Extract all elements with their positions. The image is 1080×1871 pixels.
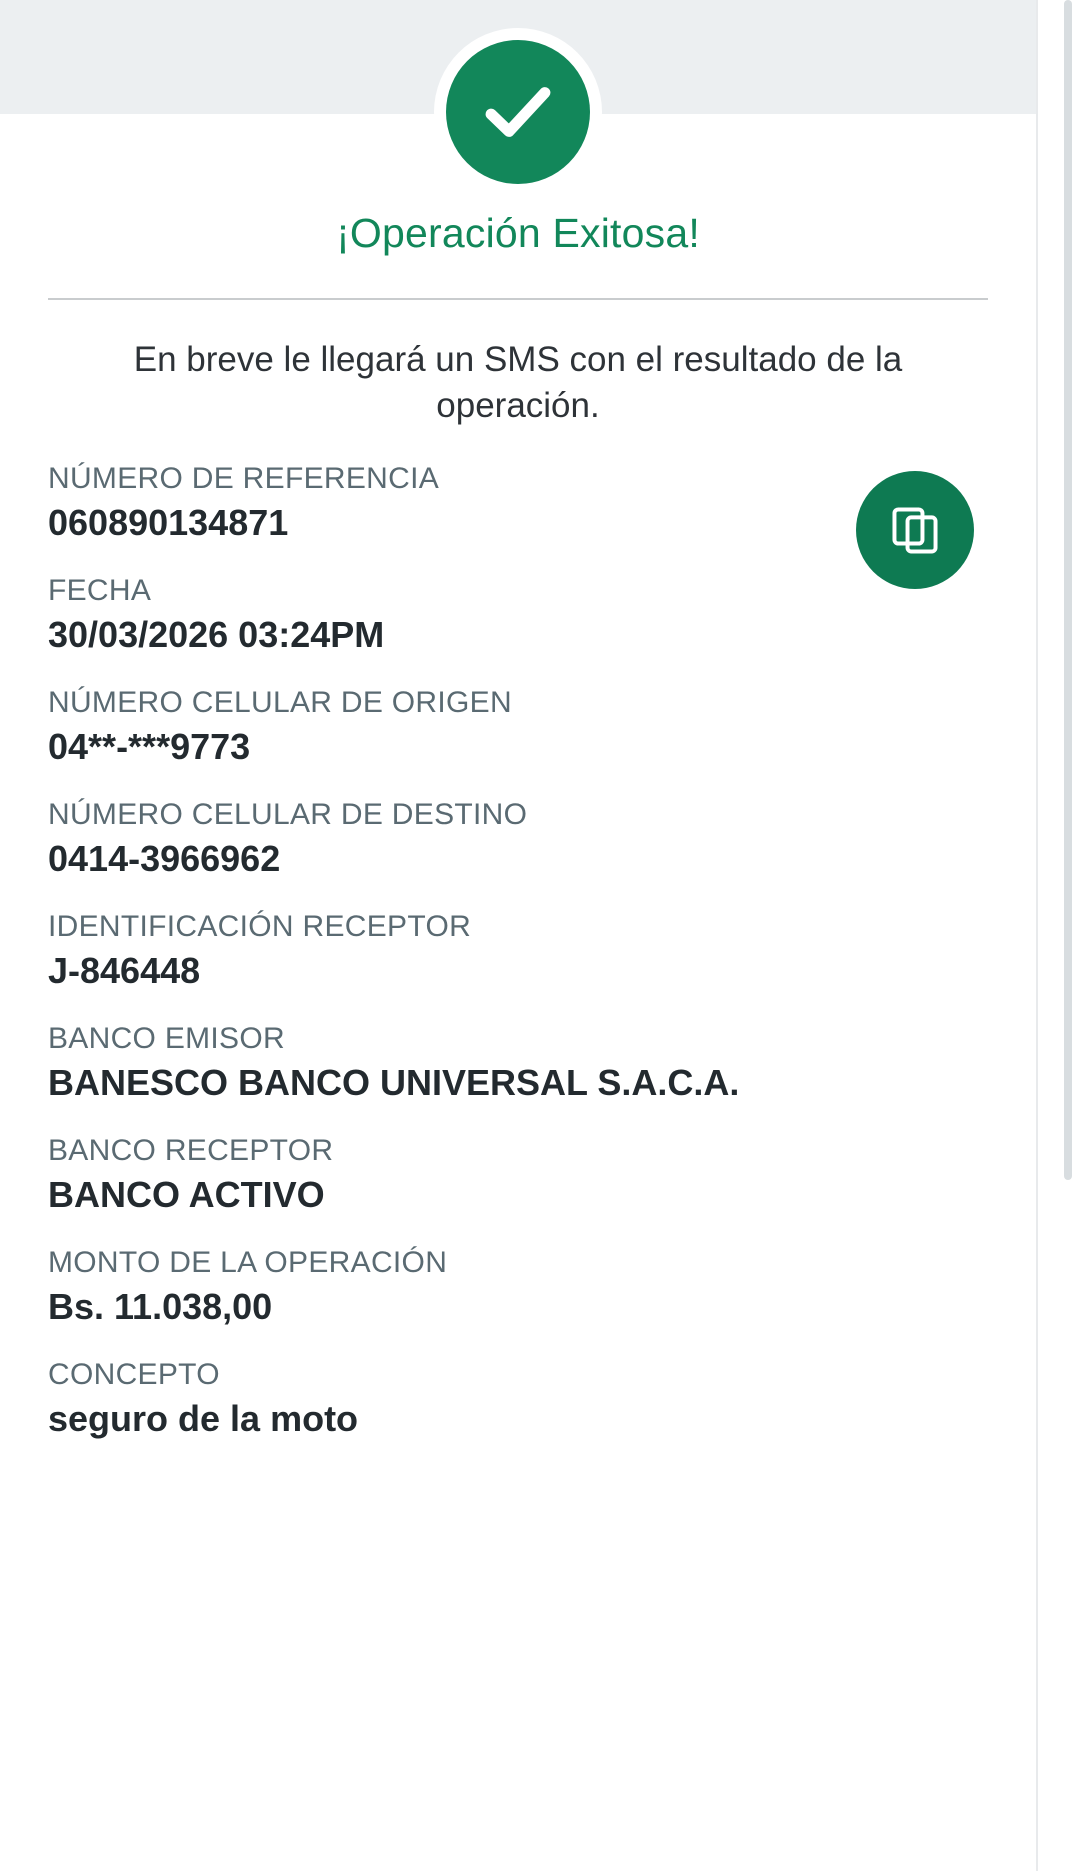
field-numero-de-referencia <box>48 460 988 546</box>
field-monto-de-la-operacion <box>48 1244 988 1330</box>
check-circle-icon <box>446 40 590 184</box>
field-label: NÚMERO CELULAR DE DESTINO <box>48 798 528 831</box>
field-numero-celular-de-destino <box>48 796 988 882</box>
field-value: 04**-***9773 <box>48 726 251 767</box>
receipt-fields <box>48 460 988 1468</box>
success-badge-container <box>0 28 1036 196</box>
field-label: CONCEPTO <box>48 1358 220 1391</box>
field-banco-emisor <box>48 1020 988 1106</box>
field-value: 060890134871 <box>48 502 289 543</box>
page-title: ¡Operación Exitosa! <box>336 210 700 256</box>
scrollbar-track[interactable] <box>1036 0 1080 1871</box>
field-value: Bs. 11.038,00 <box>48 1286 273 1327</box>
field-value: 30/03/2026 03:24PM <box>48 614 385 655</box>
field-value: seguro de la moto <box>48 1398 359 1439</box>
field-fecha <box>48 572 988 658</box>
field-label: IDENTIFICACIÓN RECEPTOR <box>48 910 472 943</box>
field-label: BANCO EMISOR <box>48 1022 285 1055</box>
field-value: BANESCO BANCO UNIVERSAL S.A.C.A. <box>48 1062 740 1103</box>
field-value: 0414-3966962 <box>48 838 281 879</box>
field-label: FECHA <box>48 574 152 607</box>
success-badge-ring <box>434 28 602 196</box>
field-value: J-846448 <box>48 950 201 991</box>
field-value: BANCO ACTIVO <box>48 1174 325 1215</box>
subtitle-text: En breve le llegará un SMS con el resultado de la operación. <box>133 340 903 425</box>
field-numero-celular-de-origen <box>48 684 988 770</box>
field-concepto <box>48 1356 988 1442</box>
field-label: MONTO DE LA OPERACIÓN <box>48 1246 448 1279</box>
scrollbar-thumb[interactable] <box>1064 0 1072 1180</box>
divider <box>48 298 988 300</box>
field-label: NÚMERO DE REFERENCIA <box>48 462 440 495</box>
field-banco-receptor <box>48 1132 988 1218</box>
field-label: NÚMERO CELULAR DE ORIGEN <box>48 686 512 719</box>
field-identificacion-receptor <box>48 908 988 994</box>
field-label: BANCO RECEPTOR <box>48 1134 334 1167</box>
